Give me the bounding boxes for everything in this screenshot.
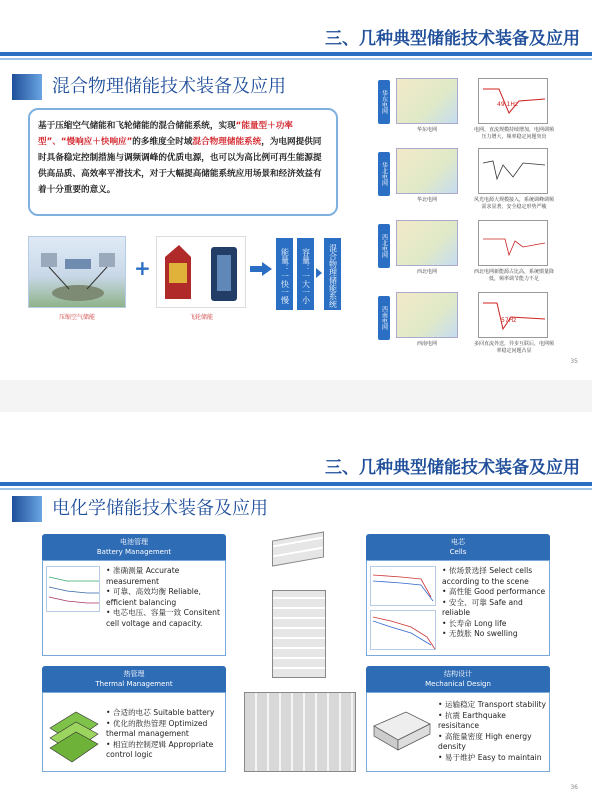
grid-desc-north: 风光电源大规模接入，系统调峰调频需求显著，安全稳定形势严峻 bbox=[474, 197, 555, 210]
frequency-plot-southwest bbox=[478, 292, 548, 338]
cell-curve-image-2 bbox=[370, 610, 436, 650]
map-caption-north: 华北电网 bbox=[416, 197, 437, 203]
frequency-plot-east bbox=[478, 78, 548, 124]
caes-diagram-image bbox=[28, 236, 126, 308]
bullet-item: • 长寿命 Long life bbox=[442, 619, 548, 630]
card-header-bms bbox=[42, 534, 226, 560]
bullet-item: • 抗震 Earthquake resisitance bbox=[438, 711, 548, 732]
grid-tab-east: 华东电网 bbox=[378, 80, 390, 124]
header-rule bbox=[0, 52, 592, 56]
para-text: 的多维度全时域 bbox=[132, 137, 193, 147]
bullet-item: • 易于维护 Easy to maintain bbox=[438, 753, 548, 764]
bullet-item: • 安全、可靠 Safe and reliable bbox=[442, 598, 548, 619]
bms-bullets bbox=[106, 566, 224, 629]
frequency-plot-northwest bbox=[478, 220, 548, 266]
plot-note-southwest: 57Hz bbox=[501, 317, 517, 324]
grid-map-northwest bbox=[396, 220, 458, 266]
grid-map-east bbox=[396, 78, 458, 124]
para-highlight: 混合物理储能系统 bbox=[192, 137, 262, 147]
card-title-en: Cells bbox=[449, 548, 467, 556]
description-box bbox=[28, 108, 338, 216]
grid-tab-northwest: 西北电网 bbox=[378, 224, 390, 268]
bullet-item: • 依场景选择 Select cells according to the scene bbox=[442, 566, 548, 587]
battery-module-image bbox=[272, 531, 324, 566]
caption-caes: 压缩空气储能 bbox=[58, 314, 95, 321]
bullet-item: • 可靠、高效均衡 Reliable, efficient balancing bbox=[106, 587, 224, 608]
section-title: 混合物理储能技术装备及应用 bbox=[52, 76, 286, 97]
bullet-item: • 高性能 Good performance bbox=[442, 587, 548, 598]
card-title-en: Battery Management bbox=[96, 548, 172, 556]
plot-northwest-svg bbox=[479, 221, 549, 267]
header-rule bbox=[0, 482, 592, 486]
thermal-module-svg bbox=[46, 698, 100, 764]
section-title: 电化学储能技术装备及应用 bbox=[52, 498, 268, 519]
header-rule-thin bbox=[0, 488, 592, 490]
slide-hybrid-physical bbox=[0, 0, 592, 380]
map-caption-northwest: 西北电网 bbox=[416, 269, 437, 275]
card-header-thermal bbox=[42, 666, 226, 692]
card-header-mechanical bbox=[366, 666, 550, 692]
map-caption-east: 华东电网 bbox=[416, 127, 437, 133]
right-arrow-icon bbox=[250, 262, 272, 276]
card-title-cn: 电池管理 bbox=[120, 538, 148, 546]
cells-bullets bbox=[442, 566, 548, 640]
caes-diagram-svg bbox=[29, 237, 127, 309]
vbox-hybrid-system: 混合物理储能系统 bbox=[324, 238, 341, 310]
battery-pack-svg bbox=[372, 708, 432, 752]
plot-note-east: 49.1Hz bbox=[497, 101, 519, 108]
bullet-item: • 高能量密度 High energy density bbox=[438, 732, 548, 753]
small-arrow-icon bbox=[316, 268, 322, 278]
caption-flywheel: 飞轮储能 bbox=[188, 314, 213, 321]
plot-southwest-svg bbox=[479, 293, 549, 339]
card-header-cells bbox=[366, 534, 550, 560]
slide-header-title: 三、几种典型储能技术装备及应用 bbox=[325, 29, 580, 49]
flywheel-svg bbox=[157, 237, 247, 309]
page-number: 36 bbox=[570, 784, 578, 791]
slide-header-title: 三、几种典型储能技术装备及应用 bbox=[325, 458, 580, 478]
bms-chart-svg bbox=[47, 567, 101, 613]
plus-sign: + bbox=[134, 256, 151, 280]
header-rule-thin bbox=[0, 58, 592, 60]
para-highlight: “能量型＋功率型”、“慢响应＋快响应” bbox=[38, 121, 293, 147]
card-title-cn: 热管理 bbox=[123, 670, 145, 678]
plot-north-svg bbox=[479, 149, 549, 195]
grid-map-southwest bbox=[396, 292, 458, 338]
bullet-item: • 相宜的控制逻辑 Appropriate control logic bbox=[106, 740, 224, 761]
vbox-capacity: 容量：一大一小 bbox=[297, 238, 314, 310]
cell-curve-svg-1 bbox=[371, 567, 437, 607]
bullet-item: • 运输稳定 Transport stability bbox=[438, 700, 548, 711]
card-title-cn: 电芯 bbox=[451, 538, 465, 546]
frequency-plot-north bbox=[478, 148, 548, 194]
grid-desc-northwest: 西北电网新能源占比高，系统惯量降低，频率调节能力不足 bbox=[474, 269, 555, 282]
grid-map-north bbox=[396, 148, 458, 194]
grid-tab-north: 华北电网 bbox=[378, 152, 390, 196]
cell-curve-svg-2 bbox=[371, 611, 437, 651]
grid-desc-southwest: 多回直流外送，异步互联后，电网频率稳定问题凸显 bbox=[474, 341, 555, 354]
card-title-en: Thermal Management bbox=[95, 680, 173, 688]
bullet-item: • 无鼓胀 No swelling bbox=[442, 629, 548, 640]
para-text: 基于压缩空气储能和飞轮储能的混合储能系统，实现 bbox=[38, 121, 236, 131]
flywheel-image bbox=[156, 236, 246, 308]
page-number: 35 bbox=[570, 358, 578, 365]
vbox-energy: 能量：一快一慢 bbox=[276, 238, 293, 310]
grid-tab-southwest: 西南电网 bbox=[378, 296, 390, 340]
card-title-cn: 结构设计 bbox=[444, 670, 472, 678]
battery-pack-image bbox=[372, 708, 432, 752]
slide-electrochemical bbox=[0, 412, 592, 800]
bullet-item: • 优化的散热管理 Optimized thermal management bbox=[106, 719, 224, 740]
map-caption-southwest: 西南电网 bbox=[416, 341, 437, 347]
para-text: ，为电网提供同时具备稳定控制措施与调频调峰的优质电源，也可以为高比例可再生能源提供高品质、高效率平滑技术，对于大幅提高储能系统应用场景和经济效益有着十分重要的意义。 bbox=[38, 137, 322, 195]
grid-desc-east: 电网、直流规模持续增加，电网调频压力增大，频率稳定问题突出 bbox=[474, 127, 555, 140]
card-title-en: Mechanical Design bbox=[425, 680, 491, 688]
bullet-item: • 合适的电芯 Suitable battery bbox=[106, 708, 224, 719]
bullet-item: • 电芯电压、容量一致 Consitent cell voltage and capacity. bbox=[106, 608, 224, 629]
bms-chart-image bbox=[46, 566, 100, 612]
thermal-bullets bbox=[106, 708, 224, 761]
battery-container-image bbox=[244, 692, 356, 772]
thermal-module-image bbox=[46, 698, 100, 764]
mechanical-bullets bbox=[438, 700, 548, 763]
bullet-item: • 准确测量 Accurate measurement bbox=[106, 566, 224, 587]
cell-curve-image-1 bbox=[370, 566, 436, 606]
battery-rack-image bbox=[272, 590, 326, 678]
